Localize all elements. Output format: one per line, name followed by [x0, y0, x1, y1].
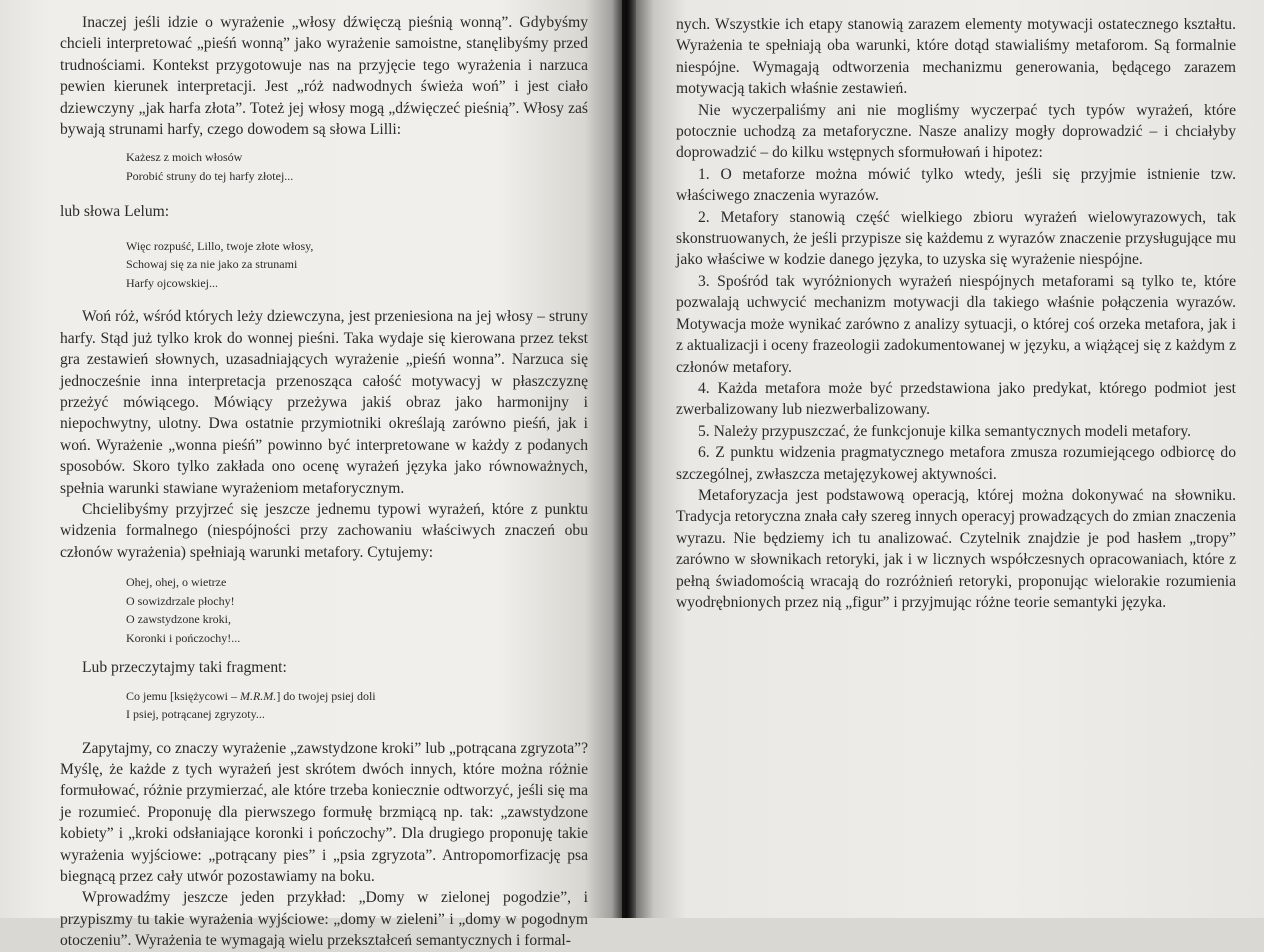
- paragraph: Chcielibyśmy przyjrzeć się jeszcze jednemu typowi wyrażeń, które z punktu widzenia formalnego (niespójności przy zachowaniu właściwych znaczeń obu członów wyrażenia) spełniają warunki metafory. Cytujemy:: [60, 501, 588, 561]
- paragraph: Inaczej jeśli idzie o wyrażenie „włosy dźwięczą pieśnią wonną”. Gdybyśmy chcieli interpretować „pieśń wonną” jako wyrażenie samoistne, stanęlibyśmy przed trudnościami. Kontekst przygotowuje nas na przyjęcie tego wyrażenia i narzuca pewien kierunek interpretacji. Jest „róż nadwodnych świeża woń” i jest ciało dziewczyny „jak harfa złota”. Toteż jej włosy mogą „dźwięczeć pieśnią”. Włosy zaś bywają strunami harfy, czego dowodem są słowa Lilli:: [60, 14, 588, 139]
- verse-text: Co jemu [księżycowi –: [126, 688, 240, 703]
- verse-quote: [126, 573, 588, 647]
- verse-line: Porobić struny do tej harfy złotej...: [126, 168, 294, 183]
- verse-line: Każesz z moich włosów: [126, 150, 243, 165]
- verse-line: Schowaj się za nie jako za strunami: [126, 257, 298, 272]
- verse-line: O sowizdrzale płochy!: [126, 593, 235, 608]
- left-page: [0, 0, 622, 950]
- verse-line: O zawstydzone kroki,: [126, 612, 231, 627]
- verse-line: Harfy ojcowskiej...: [126, 275, 218, 290]
- verse-quote: [126, 148, 588, 185]
- list-item: 3. Spośród tak wyróżnionych wyrażeń niespójnych metaforami są tylko te, które pozwalają uchwycić mechanizm motywacji dla takiego właśnie połączenia wyrazów. Motywacja może wynikać zarówno z analizy sytuacji, o której coś orzeka metafora, jak i z aktualizacji i oceny frazeologii zadokumentowanej w języku, a wiążącej się z każdym z członów metafory.: [676, 272, 1236, 376]
- verse-line: Koronki i pończochy!...: [126, 630, 241, 645]
- list-item: 2. Metafory stanowią część wielkiego zbioru wyrażeń wielowyrazowych, tak skonstruowanych, że jeśli przypisze się każdemu z wyrazów znaczenie przysługujące mu jako właściwe w kodzie danego języka, to uzyska się wyrażenie niespójne.: [676, 208, 1236, 269]
- verse-line: [126, 687, 588, 706]
- verse-line: Więc rozpuść, Lillo, twoje złote włosy,: [126, 238, 314, 253]
- verse-quote: [126, 687, 588, 724]
- verse-line: I psiej, potrącanej zgryzoty...: [126, 707, 265, 722]
- list-item: 6. Z punktu widzenia pragmatycznego metafora zmusza rozumiejącego odbiorcę do szczególnej, zwłaszcza metajęzykowej aktywności.: [676, 444, 1236, 483]
- verse-text: ] do twojej psiej doli: [276, 688, 376, 703]
- paragraph: lub słowa Lelum:: [60, 203, 170, 221]
- verse-quote: [126, 237, 588, 293]
- list-item: 1. O metaforze można mówić tylko wtedy, jeśli się przyjmie istnienie tzw. właściwego znaczenia wyrazów.: [676, 165, 1236, 205]
- paragraph: Zapytajmy, co znaczy wyrażenie „zawstydzone kroki” lub „potrącana zgryzota”? Myślę, że każde z tych wyrażeń jest skrótem dwóch innych, które można różnie formułować, różnie przymierzać, ale które trzeba koniecznie odtworzyć, jeśli się ma je rozumieć. Proponuję dla pierwszego formułę brzmiącą np. tak: „zawstydzone kobiety” i „kroki odsłaniające koronki i pończochy”. Dla drugiego proponuję takie wyrażenia wyjściowe: „potrącany pies” i „psia zgryzota”. Antropomorfizację psa biegnącą przez cały utwór pozostawiamy na boku.: [60, 739, 588, 886]
- paragraph: Metaforyzacja jest podstawową operacją, której można dokonywać na słowniku. Tradycja retoryczna znała cały szereg innych operacyj prowadzących do zmian znaczenia wyrazu. Nie będziemy ich tu analizować. Czytelnik znajdzie je pod hasłem „tropy” zarówno w słownikach retoryki, jak i w licznych współczesnych opracowaniach, które z pełną świadomością wracają do rozróżnień retoryki, proponując wielorakie rozumienia wyodrębnionych przez nią „figur” i przyjmując różne teorie semantyki języka.: [676, 486, 1236, 611]
- paragraph: Woń róż, wśród których leży dziewczyna, jest przeniesiona na jej włosy – struny harfy. Stąd już tylko krok do wonnej pieśni. Taka wydaje się kierowana przez tekst gra zestawień słownych, uzasadniających wyrażenie „pieśń wonna”. Narzuca się jednocześnie inna interpretacja przenosząca całość motywacyj w płaszczyznę przeżyć mówiącego. Mówiący przeżywa jakiś obraz jako harmonijny i niepochwytny, ulotny. Dwa ostatnie przymiotniki określają zarówno pieśń, jak i woń. Wyrażenie „wonna pieśń” powinno być interpretowane w każdy z podanych sposobów. Skoro tylko zakłada ono ocenę wyrażeń języka jako równoważnych, spełnia warunki stawiane wyrażeniom metaforycznym.: [60, 308, 588, 497]
- verse-line: Ohej, ohej, o wietrze: [126, 575, 227, 590]
- right-page: [622, 0, 1264, 918]
- paragraph: Nie wyczerpaliśmy ani nie mogliśmy wyczerpać tych typów wyrażeń, które potocznie uchodzą za metaforyczne. Nasze analizy mogły doprowadzić – i chciałyby doprowadzić – do kilku wstępnych sformułowań i hipotez:: [676, 101, 1236, 162]
- list-item: 4. Każda metafora może być przedstawiona jako predykat, którego podmiot jest zwerbalizowany lub niezwerbalizowany.: [676, 379, 1236, 419]
- paragraph: nych. Wszystkie ich etapy stanowią zarazem elementy motywacji ostatecznego kształtu. Wyrażenia te spełniają oba warunki, które dotąd stawialiśmy metaforom. Są formalnie niespójne. Wymagają odtworzenia mechanizmu generowania, będącego zarazem motywacją takich właśnie zestawień.: [676, 16, 1236, 98]
- paragraph: Lub przeczytajmy taki fragment:: [82, 659, 287, 677]
- editor-initials: M.R.M.: [239, 688, 277, 703]
- list-item: 5. Należy przypuszczać, że funkcjonuje kilka semantycznych modeli metafory.: [698, 422, 1192, 440]
- paragraph: Wprowadźmy jeszcze jeden przykład: „Domy w zielonej pogodzie”, i przypiszmy tu takie wyrażenia wyjściowe: „domy w zieleni” i „domy w pogodnym otoczeniu”. Wyrażenia te wymagają wielu przekształceń semantycznych i formal-: [60, 889, 588, 950]
